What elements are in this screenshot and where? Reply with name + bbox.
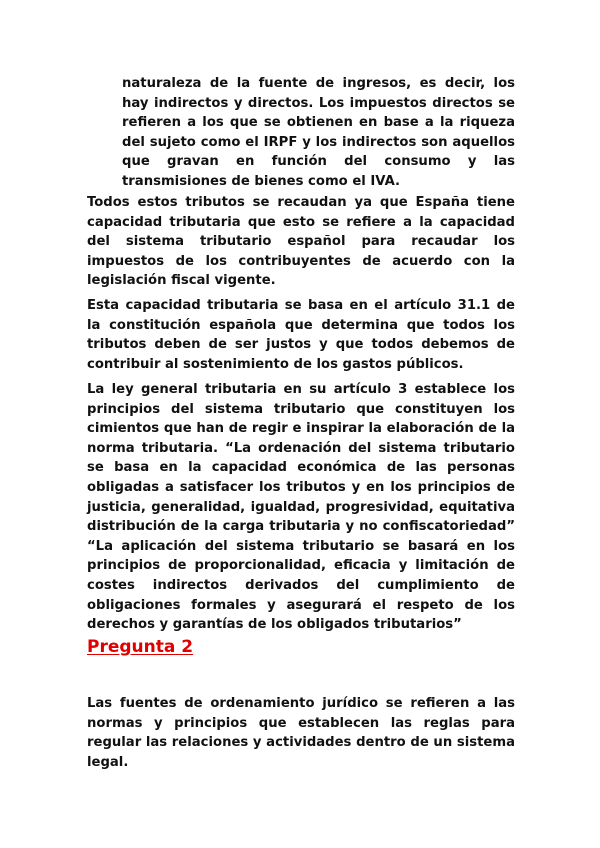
- paragraph-ley-general-tributaria: La ley general tributaria en su artículo 3 establece los principios del sistema tributario que constituyen los cimientos que han de regir e inspirar la elaboración de la norma tributaria. “La ordenación del sistema tributario se basa en la capacidad económica de las personas obligadas a satisfacer los tributos y en los principios de justicia, generalidad, igualdad, progresividad, equitativa distribución de la carga tributaria y no confiscatoriedad” “La aplicación del sistema tributario se basará en los principios de proporcionalidad, eficacia y limitación de costes indirectos derivados del cumplimiento de obligaciones formales y asegurará el respeto de los derechos y garantías de los obligados tributarios”: [87, 382, 515, 633]
- paragraph-capacidad-tributaria: Todos estos tributos se recaudan ya que España tiene capacidad tributaria que esto se refiere a la capacidad del sistema tributario español para recaudar los impuestos de los contribuyentes de acuerdo con la legislación fiscal vigente.: [87, 195, 515, 289]
- paragraph-fuentes-ordenamiento: Las fuentes de ordenamiento jurídico se refieren a las normas y principios que establecen las reglas para regular las relaciones y actividades dentro de un sistema legal.: [87, 696, 515, 770]
- section-heading-pregunta-2: Pregunta 2: [87, 637, 194, 657]
- paragraph-articulo-31: Esta capacidad tributaria se basa en el artículo 31.1 de la constitución española que determina que todos los tributos deben de ser justos y que todos debemos de contribuir al sostenimiento de los gastos públicos.: [87, 298, 515, 372]
- continued-list-item-text: naturaleza de la fuente de ingresos, es decir, los hay indirectos y directos. Los impuestos directos se refieren a los que se obtienen en base a la riqueza del sujeto como el IRPF y los indirectos son aquellos que gravan en función del consumo y las transmisiones de bienes como el IVA.: [122, 76, 515, 189]
